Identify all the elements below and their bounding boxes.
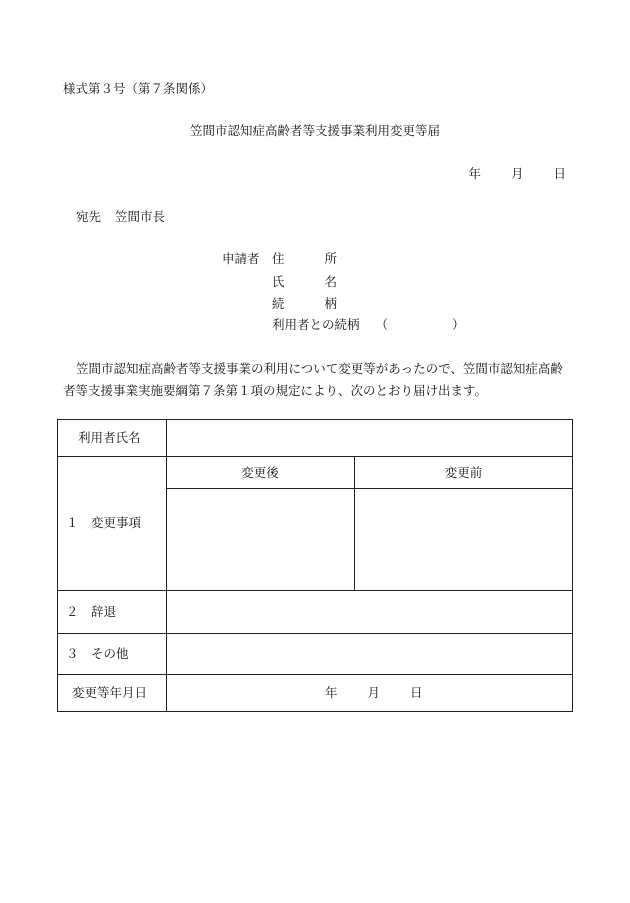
other-field[interactable] bbox=[167, 634, 573, 673]
submission-date bbox=[468, 168, 566, 181]
withdrawal-field[interactable] bbox=[167, 591, 573, 632]
date-year: 年 bbox=[468, 166, 481, 181]
name-char-2: 名 bbox=[324, 274, 338, 289]
withdrawal-label: ２ 辞退 bbox=[66, 604, 117, 619]
paren-close: ） bbox=[452, 317, 465, 332]
relation-to-user-row bbox=[272, 319, 465, 332]
relation-char-1: 続 bbox=[272, 296, 285, 311]
body-paragraph bbox=[63, 358, 573, 402]
before-change-field[interactable] bbox=[355, 489, 572, 589]
change-item-label: １ 変更事項 bbox=[66, 515, 142, 530]
row-divider bbox=[58, 456, 573, 457]
applicant-label: 申請者 bbox=[222, 251, 260, 266]
applicant-name-label bbox=[272, 276, 337, 289]
user-name-label: 利用者氏名 bbox=[78, 430, 141, 445]
addressee-label: 宛先 bbox=[76, 209, 102, 224]
other-label: ３ その他 bbox=[66, 646, 129, 661]
body-text: 笠間市認知症高齢者等支援事業の利用について変更等があったので、笠間市認知症高齢者等支援事業実施要綱第７条第１項の規定により、次のとおり届け出ます。 bbox=[63, 361, 563, 398]
change-date-label: 変更等年月日 bbox=[72, 685, 148, 700]
change-form-table bbox=[57, 419, 573, 712]
relation-char-2: 柄 bbox=[324, 296, 338, 311]
relation-to-user-label: 利用者との続柄 bbox=[272, 317, 360, 332]
address-char-2: 所 bbox=[324, 251, 338, 266]
date-month: 月 bbox=[510, 166, 524, 181]
change-date-value bbox=[325, 687, 423, 700]
paren-open: （ bbox=[375, 317, 389, 332]
user-name-field[interactable] bbox=[167, 432, 573, 452]
change-date-month: 月 bbox=[367, 685, 381, 700]
row-divider bbox=[58, 674, 573, 675]
form-number: 様式第３号（第７条関係） bbox=[63, 81, 214, 96]
address-char-1: 住 bbox=[272, 251, 285, 266]
date-day: 日 bbox=[553, 166, 566, 181]
applicant-address-label bbox=[272, 253, 337, 266]
after-change-field[interactable] bbox=[167, 489, 353, 589]
before-change-header: 変更前 bbox=[444, 465, 483, 480]
change-date-day: 日 bbox=[410, 685, 423, 700]
applicant-relation-label bbox=[272, 298, 337, 311]
addressee bbox=[76, 211, 165, 224]
name-char-1: 氏 bbox=[272, 274, 285, 289]
after-change-header: 変更後 bbox=[241, 465, 279, 480]
change-date-year: 年 bbox=[325, 685, 338, 700]
document-title: 笠間市認知症高齢者等支援事業利用変更等届 bbox=[189, 123, 440, 138]
addressee-name: 笠間市長 bbox=[115, 209, 166, 224]
